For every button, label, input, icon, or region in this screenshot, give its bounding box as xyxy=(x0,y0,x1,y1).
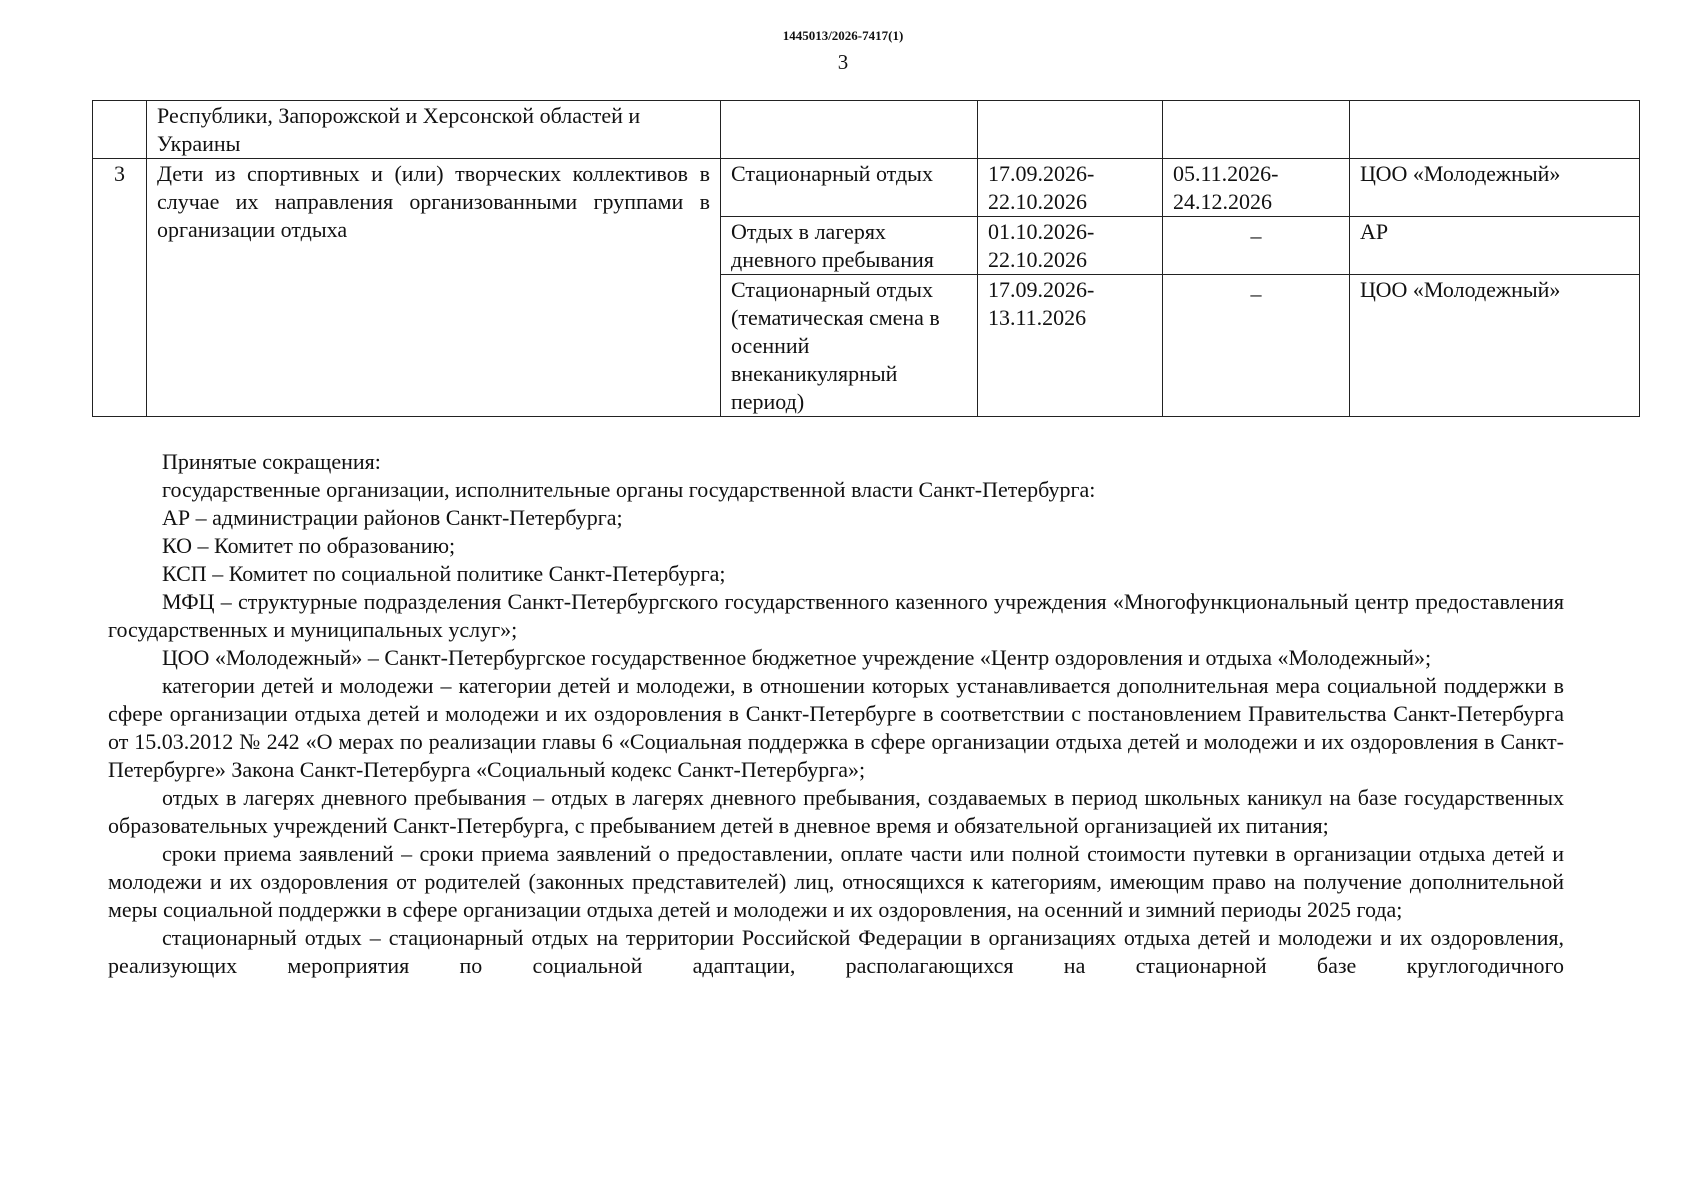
abbreviations-section xyxy=(108,448,1564,980)
period-cell: 17.09.2026-22.10.2026 xyxy=(978,159,1163,217)
abbreviation-item: стационарный отдых – стационарный отдых на территории Российской Федерации в организациях отдыха детей и молодежи и их оздоровления, реализующих мероприятия по социальной адаптации, располагающихся на стационарной базе круглогодичного xyxy=(108,925,1564,978)
abbreviation-item: категории детей и молодежи – категории детей и молодежи, в отношении которых устанавливается дополнительная мера социальной поддержки в сфере организации отдыха детей и молодежи и их оздоровления в Санкт-Петербурге в соответствии с постановлением Правительства Санкт-Петербурга от 15.03.2012 № 242 «О мерах по реализации главы 6 «Социальная поддержка в сфере организации отдыха детей и молодежи и их оздоровления в Санкт-Петербурге» Закона Санкт-Петербурга «Социальный кодекс Санкт-Петербурга»; xyxy=(108,673,1564,782)
abbreviations-title: Принятые сокращения: xyxy=(162,449,381,474)
abbreviation-item: КСП – Комитет по социальной политике Санкт-Петербурга; xyxy=(162,561,726,586)
period-cell xyxy=(978,101,1163,159)
category-cell: Республики, Запорожской и Херсонской областей и Украины xyxy=(147,101,721,159)
rest-type-cell xyxy=(721,101,978,159)
page-number: 3 xyxy=(837,50,849,74)
apply-period-cell xyxy=(1163,275,1350,417)
organization-cell: ЦОО «Молодежный» xyxy=(1350,159,1640,217)
dash-mark: – xyxy=(1250,223,1262,248)
programs-table xyxy=(92,100,1640,417)
row-number-cell xyxy=(93,101,147,159)
organization-cell: АР xyxy=(1350,217,1640,275)
period-cell: 01.10.2026-22.10.2026 xyxy=(978,217,1163,275)
dash-mark: – xyxy=(1250,281,1262,306)
registration-number: 1445013/2026-7417(1) xyxy=(782,28,904,43)
organization-cell xyxy=(1350,101,1640,159)
table-row xyxy=(93,159,1640,217)
rest-type-cell: Стационарный отдых (тематическая смена в осенний внеканикулярный период) xyxy=(721,275,978,417)
apply-period-cell xyxy=(1163,101,1350,159)
apply-period-cell: 05.11.2026-24.12.2026 xyxy=(1163,159,1350,217)
apply-period-cell xyxy=(1163,217,1350,275)
abbreviation-item: МФЦ – структурные подразделения Санкт-Петербургского государственного казенного учреждения «Многофункциональный центр предоставления государственных и муниципальных услуг»; xyxy=(108,589,1564,642)
abbreviation-item: государственные организации, исполнительные органы государственной власти Санкт-Петербурга: xyxy=(162,477,1096,502)
abbreviation-item: отдых в лагерях дневного пребывания – отдых в лагерях дневного пребывания, создаваемых в период школьных каникул на базе государственных образовательных учреждений Санкт-Петербурга, с пребыванием детей в дневное время и обязательной организацией их питания; xyxy=(108,785,1564,838)
rest-type-cell: Отдых в лагерях дневного пребывания xyxy=(721,217,978,275)
abbreviation-item: ЦОО «Молодежный» – Санкт-Петербургское государственное бюджетное учреждение «Центр оздоровления и отдыха «Молодежный»; xyxy=(162,645,1432,670)
rest-type-cell: Стационарный отдых xyxy=(721,159,978,217)
abbreviation-item: КО – Комитет по образованию; xyxy=(162,533,456,558)
table-row-continuation xyxy=(93,101,1640,159)
category-cell: Дети из спортивных и (или) творческих коллективов в случае их направления организованными группами в организации отдыха xyxy=(147,159,721,417)
row-number-cell: 3 xyxy=(93,159,147,417)
period-cell: 17.09.2026-13.11.2026 xyxy=(978,275,1163,417)
organization-cell: ЦОО «Молодежный» xyxy=(1350,275,1640,417)
abbreviation-item: сроки приема заявлений – сроки приема заявлений о предоставлении, оплате части или полной стоимости путевки в организации отдыха детей и молодежи и их оздоровления от родителей (законных представителей) лиц, относящихся к категориям, имеющим право на получение дополнительной меры социальной поддержки в сфере организации отдыха детей и молодежи и их оздоровления, на осенний и зимний периоды 2025 года; xyxy=(108,841,1564,922)
abbreviation-item: АР – администрации районов Санкт-Петербурга; xyxy=(162,505,623,530)
